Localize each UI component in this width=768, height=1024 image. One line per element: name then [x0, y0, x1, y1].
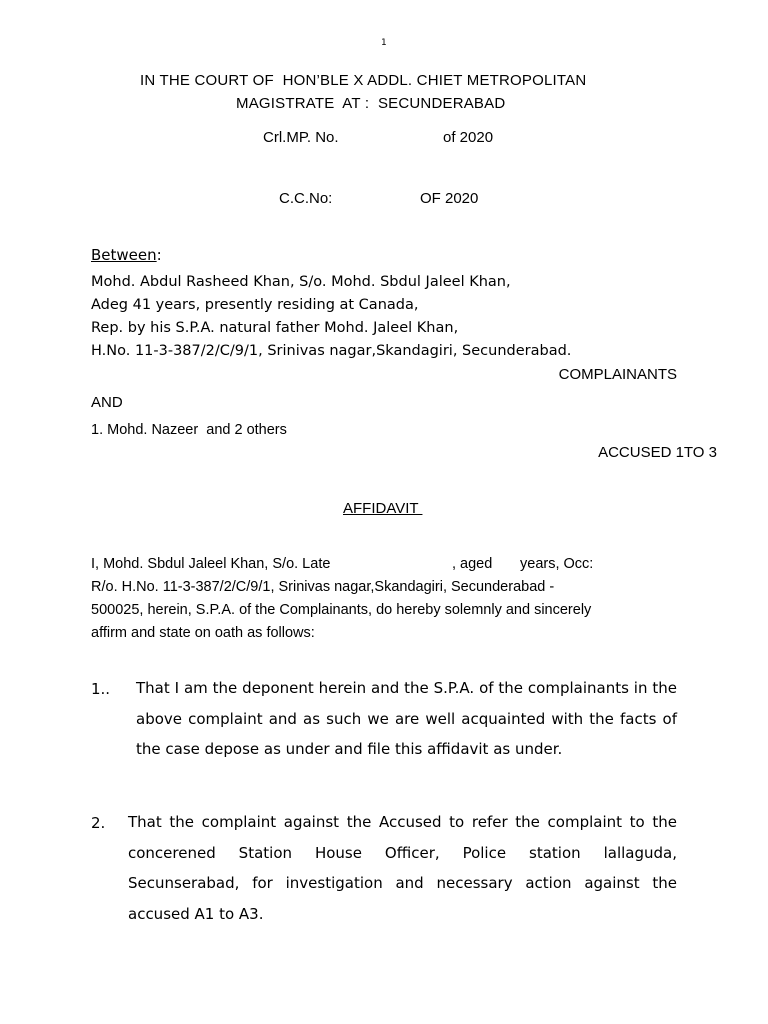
intro-line-2: R/o. H.No. 11-3-387/2/C/9/1, Srinivas nagar,Skandagiri, Secunderabad -	[91, 579, 555, 595]
court-title-line-2: MAGISTRATE AT : SECUNDERABAD	[236, 95, 506, 112]
accused-label: ACCUSED 1TO 3	[598, 444, 717, 461]
intro-line-4: affirm and state on oath as follows:	[91, 625, 315, 641]
between-heading	[91, 246, 162, 264]
affidavit-heading: AFFIDAVIT	[343, 500, 423, 517]
between-label: Between	[91, 246, 157, 264]
crl-mp-label: Crl.MP. No.	[263, 129, 339, 146]
paragraph-1-text: That I am the deponent herein and the S.P.A. of the complainants in the above complaint and as such we are well acquainted with the facts of the case depose as under and file this affidavit as under.	[136, 679, 677, 758]
complainant-line-1: Mohd. Abdul Rasheed Khan, S/o. Mohd. Sbdul Jaleel Khan,	[91, 274, 511, 290]
intro-line-1a: I, Mohd. Sbdul Jaleel Khan, S/o. Late	[91, 556, 331, 572]
complainants-label: COMPLAINANTS	[558, 366, 677, 383]
crl-mp-year: of 2020	[443, 129, 494, 146]
paragraph-number-2: 2.	[91, 814, 106, 832]
intro-line-3: 500025, herein, S.P.A. of the Complainants, do hereby solemnly and sincerely	[91, 602, 592, 618]
and-label: AND	[91, 394, 123, 411]
accused-line: 1. Mohd. Nazeer and 2 others	[91, 422, 287, 438]
complainant-line-3: Rep. by his S.P.A. natural father Mohd. Jaleel Khan,	[91, 320, 459, 336]
court-title-line-1: IN THE COURT OF HON’BLE X ADDL. CHIET METROPOLITAN	[140, 72, 587, 89]
cc-no-year: OF 2020	[420, 190, 479, 207]
paragraph-number-1: 1..	[91, 680, 111, 698]
page-number: 1	[381, 38, 387, 48]
intro-line-1c: years, Occ:	[520, 556, 594, 572]
intro-line-1b: , aged	[452, 556, 493, 572]
cc-no-label: C.C.No:	[279, 190, 333, 207]
paragraph-2-text: That the complaint against the Accused to refer the complaint to the concerened Station House Officer, Police station lallaguda, Secunserabad, for investigation and necessary action against the accused A1 to A3.	[128, 813, 677, 923]
complainant-line-2: Adeg 41 years, presently residing at Canada,	[91, 297, 419, 313]
between-colon: :	[156, 246, 162, 264]
complainant-line-4: H.No. 11-3-387/2/C/9/1, Srinivas nagar,Skandagiri, Secunderabad.	[91, 343, 572, 359]
